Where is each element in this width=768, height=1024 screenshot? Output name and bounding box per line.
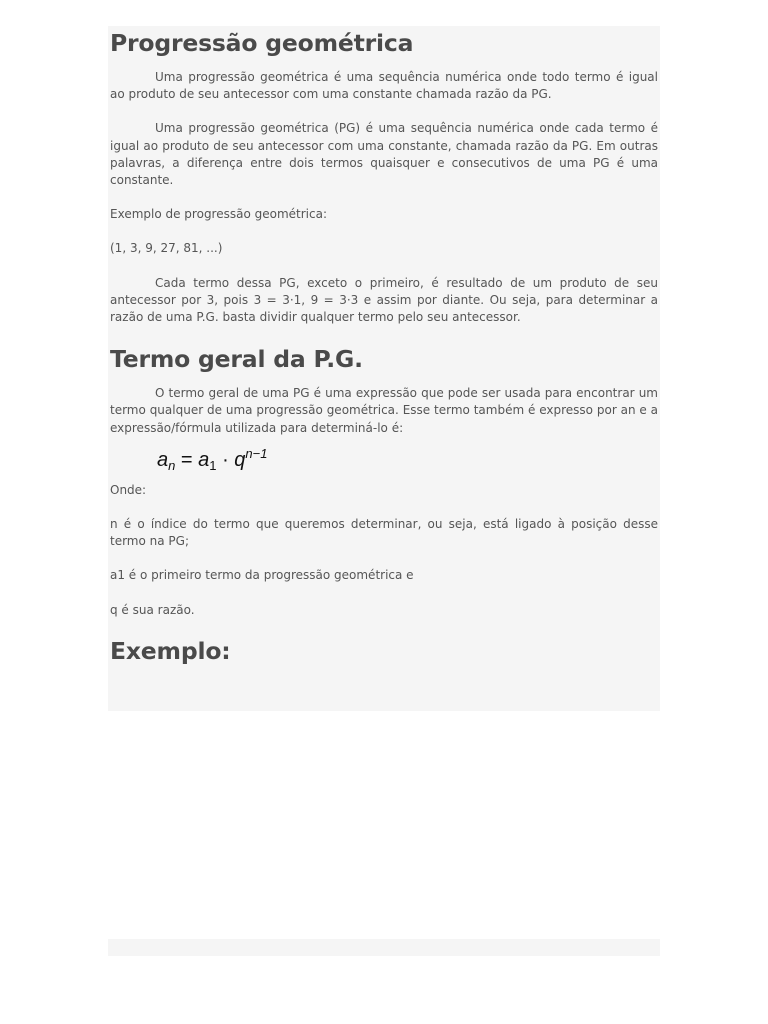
definition-n: n é o índice do termo que queremos determinar, ou seja, está ligado à posição desse termo na PG; <box>110 517 658 549</box>
definition-a1: a1 é o primeiro termo da progressão geométrica e <box>110 568 414 583</box>
intro-paragraph: Uma progressão geométrica é uma sequência numérica onde todo termo é igual ao produto de seu antecessor com uma constante chamada razão da PG. <box>110 70 658 102</box>
formula-equals: = <box>175 448 199 471</box>
formula-lhs-subscript: n <box>168 457 176 473</box>
general-term-formula <box>110 447 658 477</box>
example-label: Exemplo de progressão geométrica: <box>110 207 328 222</box>
definition-paragraph: Uma progressão geométrica (PG) é uma sequência numérica onde cada termo é igual ao produto de seu antecessor com uma constante, chamada razão da PG. Em outras palavras, a diferença entre dois termos quaisquer e consecutivos de uma PG é uma constante. <box>110 121 658 188</box>
general-term-paragraph: O termo geral de uma PG é uma expressão que pode ser usada para encontrar um termo qualquer de uma progressão geométrica. Esse termo também é expresso por an e a expressão/fórmula utilizada para determiná-lo é: <box>110 386 658 435</box>
section-heading-general-term: Termo geral da P.G. <box>110 345 363 374</box>
example-sequence: (1, 3, 9, 27, 81, ...) <box>110 241 223 256</box>
explanation-paragraph: Cada termo dessa PG, exceto o primeiro, é resultado de um produto de seu antecessor por 3, pois 3 = 3·1, 9 = 3·3 e assim por diante. Ou seja, para determinar a razão de uma P.G. basta dividir qualquer termo pelo seu antecessor. <box>110 275 658 325</box>
formula-first-term: a <box>198 448 210 471</box>
formula-ratio: q <box>234 448 246 471</box>
formula-dot: · <box>216 448 235 471</box>
page-title: Progressão geométrica <box>110 29 414 57</box>
formula-first-term-subscript: 1 <box>209 457 217 473</box>
formula-lhs: a <box>157 448 169 471</box>
document-page <box>108 26 660 711</box>
where-label: Onde: <box>110 482 147 497</box>
formula-exponent: n−1 <box>245 445 268 461</box>
section-heading-example: Exemplo: <box>110 636 231 665</box>
definition-q: q é sua razão. <box>110 602 195 617</box>
next-page-edge <box>108 939 660 956</box>
document-content <box>110 26 658 667</box>
